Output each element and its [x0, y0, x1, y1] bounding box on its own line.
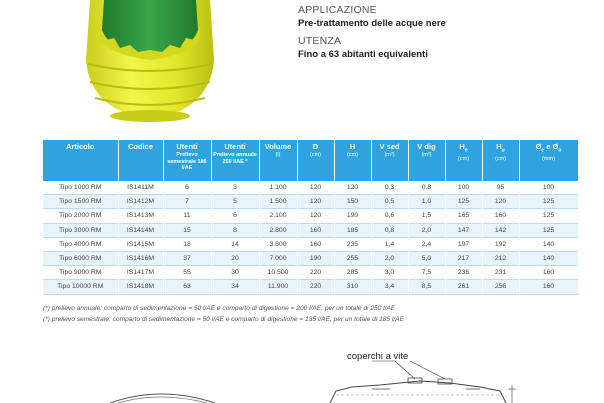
tank-illustration	[0, 0, 300, 135]
col-utenti-semestrale: Utenti Prelievo semestrale 185 l/AE	[163, 140, 211, 181]
product-image	[0, 0, 300, 135]
table-cell: 37	[163, 251, 211, 265]
table-cell: 120	[297, 181, 334, 195]
drawing-caption: coperchi a vite	[347, 351, 409, 362]
table-cell: 147	[445, 223, 482, 237]
table-cell: Tipo 1500 RM	[43, 195, 118, 209]
table-cell: 140	[519, 251, 578, 265]
col-h: H (cm)	[334, 140, 371, 181]
table-cell: Tipo 9000 RM	[43, 266, 118, 280]
table-cell: 100	[445, 181, 482, 195]
table-cell: 125	[519, 209, 578, 223]
table-cell: IS1418M	[118, 280, 163, 294]
table-cell: 14	[211, 237, 259, 251]
col-vsed: V sed (m³)	[371, 140, 408, 181]
table-cell: 236	[445, 266, 482, 280]
note-annual: (*) prelievo annuale: comparto di sedimentazione = 50 l/AE e comparto di digestione = 200 l/AE, per un totale di 250 l/AE	[43, 305, 396, 312]
table-cell: 212	[482, 251, 519, 265]
table-cell: 142	[482, 223, 519, 237]
col-volume: Volume (l)	[259, 140, 297, 181]
table-cell: 6	[211, 209, 259, 223]
application-value: Pre-trattamento delle acque nere	[298, 18, 446, 29]
table-row	[43, 237, 578, 251]
table-cell: 3.800	[259, 237, 297, 251]
table-cell: 2,4	[408, 237, 445, 251]
col-vdig: V dig (m³)	[408, 140, 445, 181]
table-cell: Tipo 1000 RM	[43, 181, 118, 195]
table-cell: 160	[482, 209, 519, 223]
table-cell: 220	[297, 280, 334, 294]
table-cell: 150	[334, 195, 371, 209]
table-cell: 1,5	[408, 209, 445, 223]
table-cell: 2.100	[259, 209, 297, 223]
table-cell: 255	[334, 251, 371, 265]
table-cell: 231	[482, 266, 519, 280]
table-cell: 5,0	[408, 251, 445, 265]
table-row	[43, 223, 578, 237]
table-cell: 120	[334, 181, 371, 195]
table-row	[43, 195, 578, 209]
table-cell: 217	[445, 251, 482, 265]
table-cell: 11.900	[259, 280, 297, 294]
table-cell: 1.100	[259, 181, 297, 195]
table-header-row	[43, 140, 578, 181]
table-cell: Tipo 4000 RM	[43, 237, 118, 251]
table-cell: 125	[519, 195, 578, 209]
table-row	[43, 280, 578, 294]
table-cell: IS1411M	[118, 181, 163, 195]
table-cell: 30	[211, 266, 259, 280]
table-cell: 100	[519, 181, 578, 195]
table-cell: Tipo 3000 RM	[43, 223, 118, 237]
table-cell: 140	[519, 237, 578, 251]
table-cell: 6	[163, 181, 211, 195]
col-utenti-annuale: Utenti Prelievo annuale 250 l/AE *	[211, 140, 259, 181]
table-cell: 7	[163, 195, 211, 209]
table-cell: 235	[334, 237, 371, 251]
table-cell: 197	[445, 237, 482, 251]
table-cell: 261	[445, 280, 482, 294]
table-cell: 3	[211, 181, 259, 195]
note-semester: (*) prelievo semestrale: comparto di sedimentazione = 50 l/AE e comparto di digestione = 135 l/AE, per un totale di 185 l/AE	[43, 316, 405, 323]
table-cell: 34	[211, 280, 259, 294]
table-cell: 8	[211, 223, 259, 237]
application-label: APPLICAZIONE	[298, 4, 377, 16]
table-cell: 125	[519, 223, 578, 237]
table-cell: 120	[297, 209, 334, 223]
table-cell: 55	[163, 266, 211, 280]
table-cell: 160	[297, 237, 334, 251]
table-cell: 95	[482, 181, 519, 195]
technical-drawing	[0, 345, 604, 403]
table-cell: 63	[163, 280, 211, 294]
table-cell: 5	[211, 195, 259, 209]
table-cell: 2,0	[408, 223, 445, 237]
table-cell: 10.500	[259, 266, 297, 280]
table-cell: Tipo 2000 RM	[43, 209, 118, 223]
table-cell: Tipo 6000 RM	[43, 251, 118, 265]
table-cell: 20	[211, 251, 259, 265]
table-cell: 256	[482, 280, 519, 294]
table-cell: 120	[482, 195, 519, 209]
table-row	[43, 251, 578, 265]
table-cell: 125	[445, 195, 482, 209]
table-cell: 7.000	[259, 251, 297, 265]
table-cell: 8,5	[408, 280, 445, 294]
table-cell: 18	[163, 237, 211, 251]
table-cell: IS1415M	[118, 237, 163, 251]
table-body	[43, 181, 578, 294]
table-cell: IS1413M	[118, 209, 163, 223]
col-codice: Codice	[118, 140, 163, 181]
table-cell: 190	[297, 251, 334, 265]
table-cell: 0,5	[371, 195, 408, 209]
table-cell: 1,4	[371, 237, 408, 251]
table-cell: 160	[519, 266, 578, 280]
table-cell: IS1416M	[118, 251, 163, 265]
table-cell: 160	[519, 280, 578, 294]
table-cell: 1,0	[408, 195, 445, 209]
table-cell: 165	[445, 209, 482, 223]
info-block	[298, 4, 598, 66]
col-diameter: $Ø_e$ e $Ø_u$ (mm)	[519, 140, 578, 181]
table-cell: 7,5	[408, 266, 445, 280]
table-cell: 0,8	[408, 181, 445, 195]
table-cell: 2.800	[259, 223, 297, 237]
table-cell: 3,4	[371, 280, 408, 294]
table-cell: 15	[163, 223, 211, 237]
table-cell: 1.500	[259, 195, 297, 209]
col-d: D (cm)	[297, 140, 334, 181]
col-he: $H_e$ (cm)	[445, 140, 482, 181]
table-cell: 3,0	[371, 266, 408, 280]
table-cell: Tipo 10000 RM	[43, 280, 118, 294]
table-cell: 0,8	[371, 223, 408, 237]
table-cell: 2,0	[371, 251, 408, 265]
table-row	[43, 266, 578, 280]
col-articolo: Articolo	[43, 140, 118, 181]
user-value: Fino a 63 abitanti equivalenti	[298, 49, 428, 60]
spec-table	[43, 140, 579, 295]
table-cell: IS1417M	[118, 266, 163, 280]
table-cell: 285	[334, 266, 371, 280]
table-cell: 120	[297, 195, 334, 209]
table-cell: 11	[163, 209, 211, 223]
table-row	[43, 181, 578, 195]
table-cell: 0,3	[371, 181, 408, 195]
table-cell: 220	[297, 266, 334, 280]
user-label: UTENZA	[298, 35, 342, 47]
table-row	[43, 209, 578, 223]
table-cell: 192	[482, 237, 519, 251]
footnotes	[43, 303, 583, 325]
table-cell: 185	[334, 223, 371, 237]
table-cell: 160	[297, 223, 334, 237]
table-cell: 0,6	[371, 209, 408, 223]
table-cell: IS1412M	[118, 195, 163, 209]
table-cell: 190	[334, 209, 371, 223]
table-cell: IS1414M	[118, 223, 163, 237]
table-cell: 310	[334, 280, 371, 294]
col-hu: $H_u$ (cm)	[482, 140, 519, 181]
